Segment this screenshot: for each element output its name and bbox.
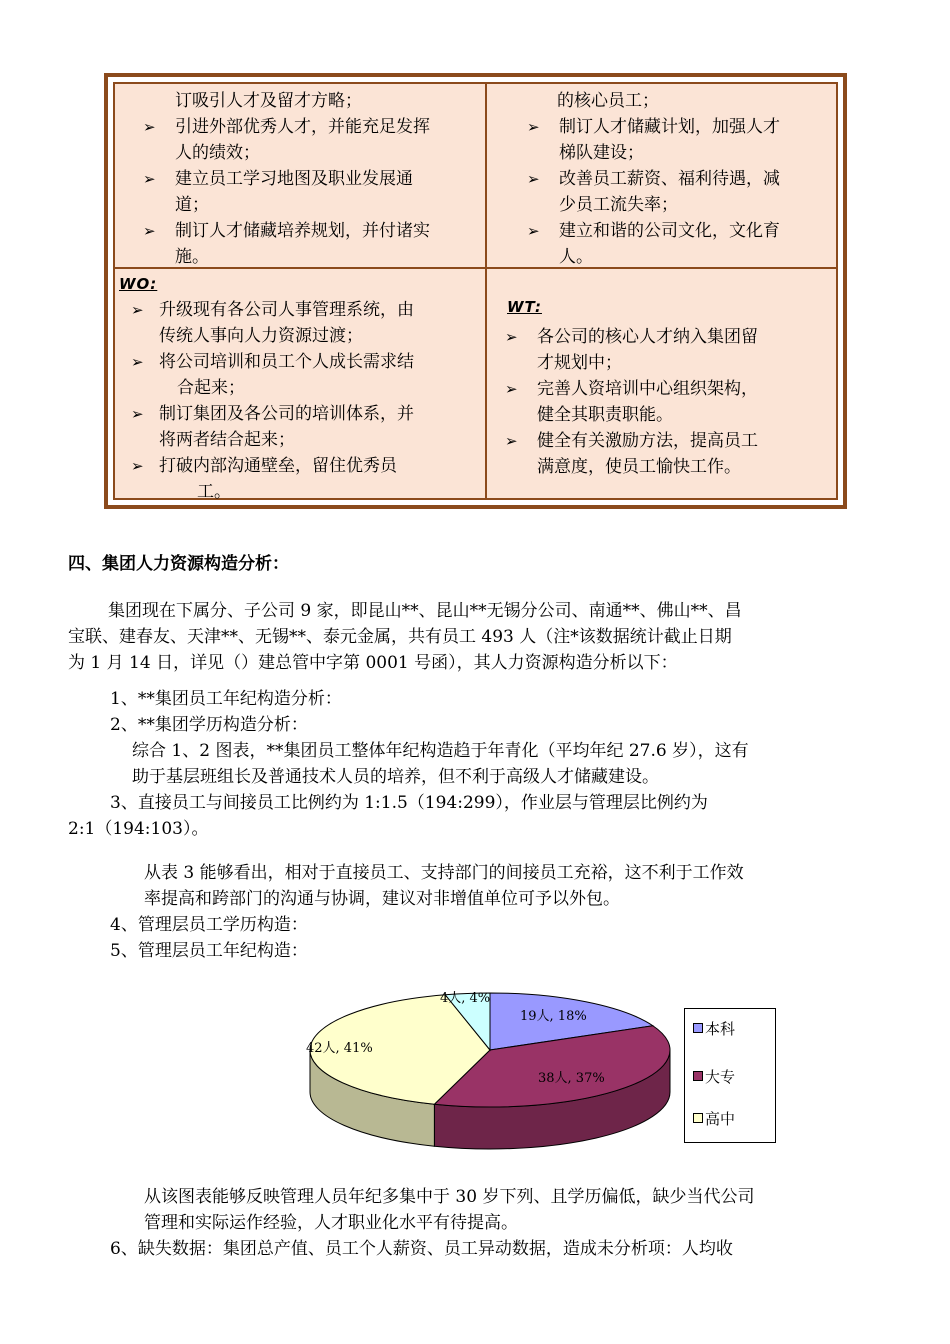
item-1: 1、**集团员工年纪构造分析：: [110, 689, 342, 709]
vertical-divider: [485, 84, 487, 498]
list-item: ➢ 建立员工学习地图及职业发展通 道；: [137, 166, 483, 218]
arrow-bullet-icon: ➢: [527, 118, 540, 136]
chart-legend: 本科 大专 高中: [684, 1008, 776, 1143]
item-3-line-1: 3、直接员工与间接员工比例约为 1:1.5（194:299），作业层与管理层比例约为: [110, 793, 708, 813]
swot-table-inner: [113, 82, 838, 500]
arrow-bullet-icon: ➢: [505, 380, 518, 398]
wo-label: WO:: [119, 275, 158, 293]
arrow-bullet-icon: ➢: [131, 405, 144, 423]
section-heading: 四、集团人力资源构造分析：: [68, 554, 289, 574]
arrow-bullet-icon: ➢: [131, 457, 144, 475]
list-item: ➢ 升级现有各公司人事管理系统，由 传统人事向人力资源过渡；: [119, 297, 481, 349]
list-item: ➢ 健全有关激励方法，提高员工 满意度，使员工愉快工作。: [499, 428, 841, 480]
list-item: ➢ 打破内部沟通壁垒，留住优秀员 工。: [119, 453, 481, 505]
conclusion-line-1: 从该图表能够反映管理人员年纪多集中于 30 岁下列、且学历偏低，缺少当代公司: [144, 1187, 755, 1207]
swot-table: [104, 73, 847, 509]
summary-line-2: 助于基层班组长及普通技术人员的培养，但不利于高级人才储藏建设。: [132, 767, 659, 787]
item-4: 4、管理层员工学历构造：: [110, 915, 308, 935]
arrow-bullet-icon: ➢: [143, 170, 156, 188]
list-item: ➢ 制订集团及各公司的培训体系，并 将两者结合起来；: [119, 401, 481, 453]
list-item: ➢ 完善人资培训中心组织架构， 健全其职责职能。: [499, 376, 841, 428]
summary-line-1: 综合 1、2 图表，**集团员工整体年纪构造趋于年青化（平均年纪 27.6 岁），这有: [132, 741, 749, 761]
legend-swatch: [693, 1023, 703, 1033]
list-item: ➢ 引进外部优秀人才，并能充足发挥 人的绩效；: [137, 114, 483, 166]
list-item: ➢ 改善员工薪资、福利待遇，减 少员工流失率；: [521, 166, 841, 218]
legend-swatch: [693, 1071, 703, 1081]
item-5: 5、管理层员工年纪构造：: [110, 941, 308, 961]
swot-cell-wo: [119, 271, 481, 505]
intro-line-2: 宝联、建春友、天津**、无锡**、泰元金属，共有员工 493 人（注*该数据统计截止日期: [68, 627, 732, 647]
st-continuation: 的核心员工；: [557, 91, 659, 111]
arrow-bullet-icon: ➢: [131, 353, 144, 371]
list-item: ➢ 制订人才储藏计划，加强人才 梯队建设；: [521, 114, 841, 166]
pie-label-2: 42人, 41%: [306, 1041, 373, 1056]
arrow-bullet-icon: ➢: [505, 328, 518, 346]
table3-line-2: 率提高和跨部门的沟通与协调，建议对非增值单位可予以外包。: [144, 889, 620, 909]
so-continuation: 订吸引人才及留才方略；: [175, 91, 362, 111]
swot-cell-st: [521, 88, 841, 270]
item-2: 2、**集团学历构造分析：: [110, 715, 308, 735]
conclusion-line-2: 管理和实际运作经验，人才职业化水平有待提高。: [144, 1213, 518, 1233]
intro-line-1: 集团现在下属分、子公司 9 家，即昆山**、昆山**无锡分公司、南通**、佛山**、昌: [108, 601, 742, 621]
list-item: ➢ 建立和谐的公司文化，文化育 人。: [521, 218, 841, 270]
item-6: 6、缺失数据：集团总产值、员工个人薪资、员工异动数据，造成未分析项：人均收: [110, 1239, 733, 1259]
arrow-bullet-icon: ➢: [527, 222, 540, 240]
pie-label-0: 19人, 18%: [520, 1009, 587, 1024]
swot-cell-so: [137, 88, 483, 270]
list-item: ➢ 将公司培训和员工个人成长需求结 合起来；: [119, 349, 481, 401]
swot-cell-wt: [499, 324, 841, 480]
arrow-bullet-icon: ➢: [143, 118, 156, 136]
arrow-bullet-icon: ➢: [527, 170, 540, 188]
arrow-bullet-icon: ➢: [505, 432, 518, 450]
legend-swatch: [693, 1113, 703, 1123]
pie-label-1: 38人, 37%: [538, 1071, 605, 1086]
list-item: ➢ 各公司的核心人才纳入集团留 才规划中；: [499, 324, 841, 376]
pie-label-3: 4人, 4%: [440, 991, 491, 1006]
item-3-line-2: 2:1（194:103）。: [68, 819, 209, 839]
intro-line-3: 为 1 月 14 日，详见（）建总管中字第 0001 号函），其人力资源构造分析以下：: [68, 653, 678, 673]
list-item: ➢ 制订人才储藏培养规划，并付诸实 施。: [137, 218, 483, 270]
table3-line-1: 从表 3 能够看出，相对于直接员工、支持部门的间接员工充裕，这不利于工作效: [144, 863, 744, 883]
arrow-bullet-icon: ➢: [131, 301, 144, 319]
arrow-bullet-icon: ➢: [143, 222, 156, 240]
wt-label: WT:: [507, 298, 542, 316]
